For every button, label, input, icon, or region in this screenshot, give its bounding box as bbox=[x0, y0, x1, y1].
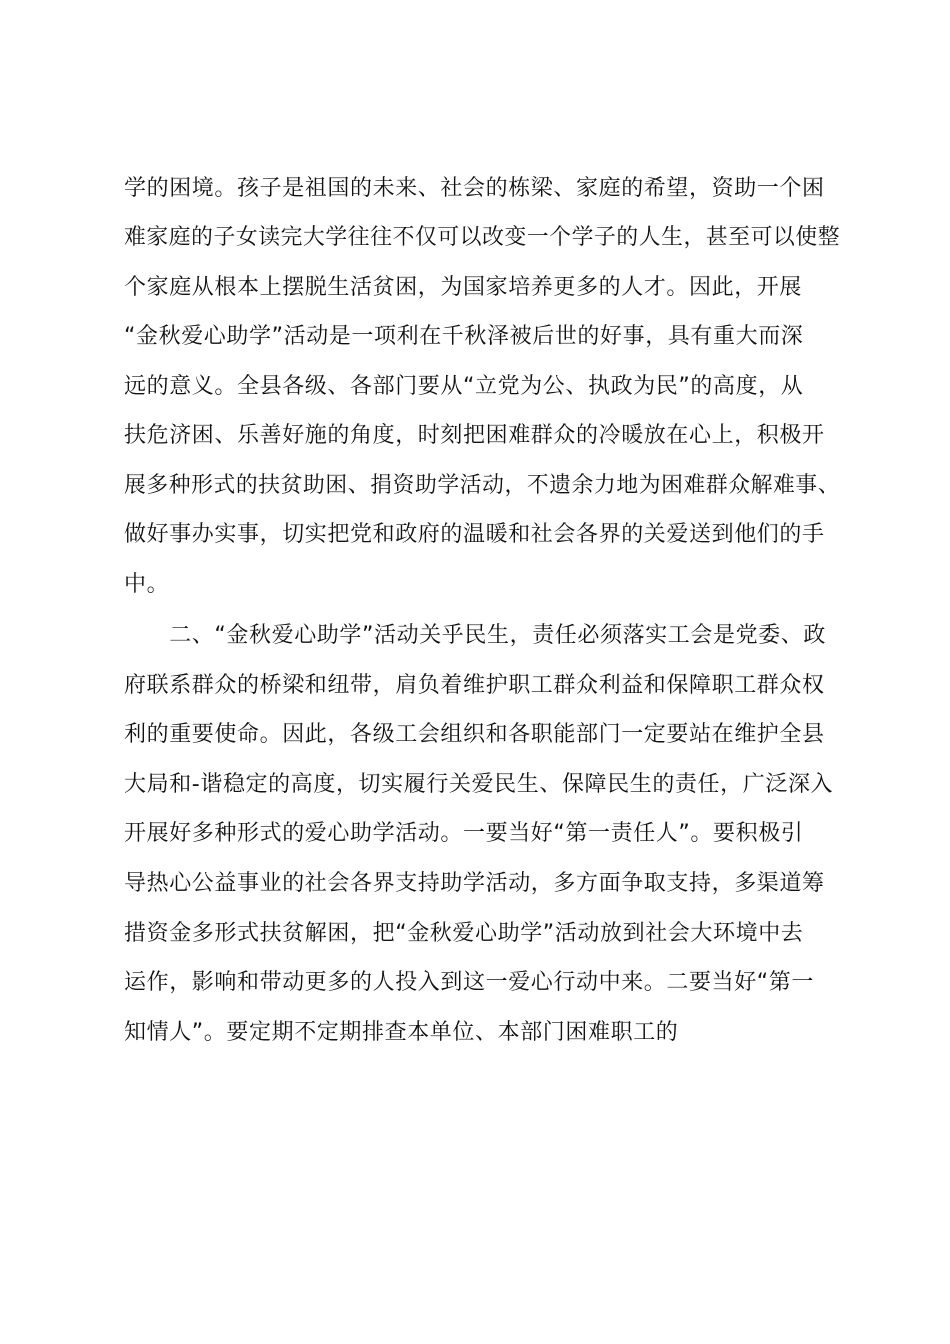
text-line: 知情人”。要定期不定期排查本单位、本部门困难职工的 bbox=[124, 1020, 679, 1045]
text-line: 学的困境。孩子是祖国的未来、社会的栋梁、家庭的希望，资助一个困 bbox=[124, 176, 825, 201]
text-line: 导热心公益事业的社会各界支持助学活动，多方面争取支持，多渠道筹 bbox=[124, 871, 825, 896]
text-line: 运作，影响和带动更多的人投入到这一爱心行动中来。二要当好“第一 bbox=[124, 970, 814, 995]
text-line: 扶危济困、乐善好施的角度，时刻把困难群众的冷暖放在心上，积极开 bbox=[124, 423, 825, 448]
text-line: 大局和-谐稳定的高度，切实履行关爱民生、保障民生的责任，广泛深入 bbox=[124, 772, 834, 797]
text-line: 府联系群众的桥梁和纽带，肩负着维护职工群众利益和保障职工群众权 bbox=[124, 673, 825, 698]
text-line: 中。 bbox=[124, 572, 170, 597]
text-line: 二、“金秋爱心助学”活动关乎民生，责任必须落实工会是党委、政 bbox=[124, 623, 826, 648]
text-line: 远的意义。全县各级、各部门要从“立党为公、执政为民”的高度，从 bbox=[124, 374, 804, 399]
text-line: 措资金多形式扶贫解困，把“金秋爱心助学”活动放到社会大环境中去 bbox=[124, 921, 804, 946]
text-line: 个家庭从根本上摆脱生活贫困，为国家培养更多的人才。因此，开展 bbox=[124, 275, 803, 300]
text-line: 做好事办实事，切实把党和政府的温暖和社会各界的关爱送到他们的手 bbox=[124, 522, 825, 547]
text-line: 利的重要使命。因此，各级工会组织和各职能部门一定要站在维护全县 bbox=[124, 722, 825, 747]
text-line: “金秋爱心助学”活动是一项利在千秋泽被后世的好事，具有重大而深 bbox=[124, 324, 804, 349]
text-line: 展多种形式的扶贫助困、捐资助学活动，不遗余力地为困难群众解难事、 bbox=[124, 473, 841, 498]
text-line: 难家庭的子女读完大学往往不仅可以改变一个学子的人生，甚至可以使整 bbox=[124, 225, 841, 250]
text-line: 开展好多种形式的爱心助学活动。一要当好“第一责任人”。要积极引 bbox=[124, 821, 804, 846]
